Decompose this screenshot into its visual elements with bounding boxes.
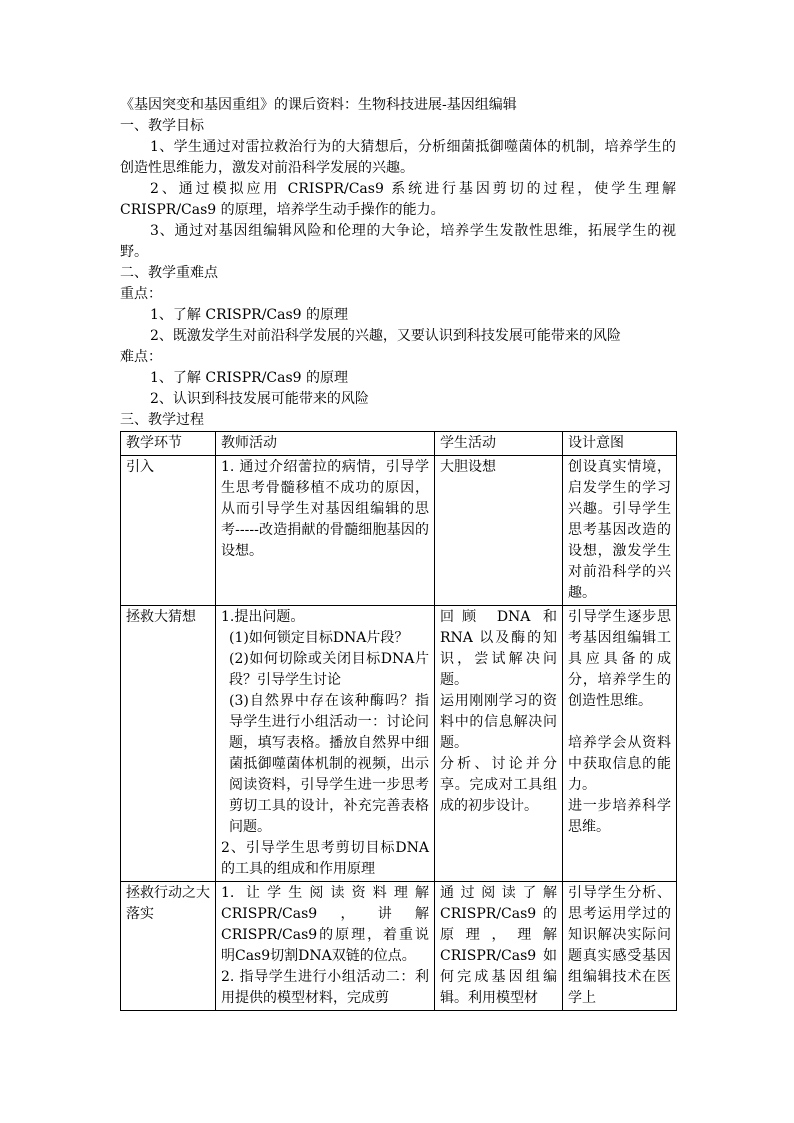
row2-student-line-3: 分析、讨论并分享。完成对工具组成的初步设计。 xyxy=(440,756,557,814)
row2-teacher-line-3: (2)如何切除或关闭目标DNA片段？引导学生讨论 xyxy=(229,651,429,688)
row2-teacher-line-1: 1.提出问题。 xyxy=(221,609,305,625)
row1-teacher xyxy=(216,456,435,606)
row2-student xyxy=(435,606,563,882)
row3-teacher xyxy=(216,882,435,1011)
row2-intent-line-1: 引导学生逐步思考基因组编辑工具应具备的成分，培养学生的创造性思维。 xyxy=(568,609,671,709)
row1-student xyxy=(435,456,563,606)
key-point-2: 2、既激发学生对前沿科学发展的兴趣，又要认识到科技发展可能带来的风险 xyxy=(150,328,621,344)
row2-student-line-1: 回顾 DNA 和 RNA 以及酶的知识，尝试解决问题。 xyxy=(440,609,557,688)
objective-1: 1、学生通过对雷拉救治行为的大猜想后，分析细菌抵御噬菌体的机制，培养学生的创造性思维能力，激发对前沿科学发展的兴趣。 xyxy=(120,139,676,176)
table-row xyxy=(121,456,677,606)
row2-teacher xyxy=(216,606,435,882)
header-student: 学生活动 xyxy=(435,432,563,456)
row2-teacher-line-5: 2、引导学生思考剪切目标DNA的工具的组成和作用原理 xyxy=(221,840,429,877)
section3-heading: 三、教学过程 xyxy=(120,412,204,428)
row2-intent-line-3: 进一步培养科学思维。 xyxy=(568,798,671,835)
document-title: 《基因突变和基因重组》的课后资料：生物科技进展-基因组编辑 xyxy=(120,97,517,113)
key-label: 重点： xyxy=(120,286,162,302)
table-header-row xyxy=(121,432,677,456)
row3-stage: 拯救行动之大落实 xyxy=(121,882,216,1011)
difficult-point-2: 2、认识到科技发展可能带来的风险 xyxy=(150,391,369,407)
row2-stage: 拯救大猜想 xyxy=(121,606,216,882)
row3-student-text: 通过阅读了解CRISPR/Cas9 的原理，理解CRISPR/Cas9 如何完成基因组编辑。利用模型材 xyxy=(440,885,557,1006)
row1-intent xyxy=(563,456,677,606)
row2-intent-line-2: 培养学会从资料中获取信息的能力。 xyxy=(568,735,671,793)
table-row xyxy=(121,606,677,882)
objective-3: 3、通过对基因组编辑风险和伦理的大争论，培养学生发散性思维，拓展学生的视野。 xyxy=(120,223,676,260)
key-point-1: 1、了解 CRISPR/Cas9 的原理 xyxy=(150,307,349,323)
row1-student-text: 大胆设想 xyxy=(440,459,496,475)
row3-teacher-line-2: 2. 指导学生进行小组活动二：利用提供的模型材料，完成剪 xyxy=(221,969,429,1006)
section2-heading: 二、教学重难点 xyxy=(120,265,218,281)
row3-teacher-line-1: 1. 让学生阅读资料理解CRISPR/Cas9，讲解CRISPR/Cas9的原理，着重说明Cas9切割DNA双链的位点。 xyxy=(221,885,429,964)
row1-teacher-text: 1. 通过介绍蕾拉的病情，引导学生思考骨髓移植不成功的原因，从而引导学生对基因组编辑的思考-----改造捐献的骨髓细胞基因的设想。 xyxy=(221,459,429,559)
difficult-point-1: 1、了解 CRISPR/Cas9 的原理 xyxy=(150,370,349,386)
teaching-process-table xyxy=(120,431,677,1011)
row3-student xyxy=(435,882,563,1011)
header-stage: 教学环节 xyxy=(121,432,216,456)
row3-intent xyxy=(563,882,677,1011)
header-intent: 设计意图 xyxy=(563,432,677,456)
row3-intent-text: 引导学生分析、思考运用学过的知识解决实际问题真实感受基因组编辑技术在医学上 xyxy=(568,885,671,1006)
row2-teacher-line-4: (3)自然界中存在该种酶吗？指导学生进行小组活动一：讨论问题，填写表格。播放自然界中细菌抵御噬菌体机制的视频，出示阅读资料，引导学生进一步思考剪切工具的设计，补充完善表格问题。 xyxy=(229,693,429,835)
row2-intent xyxy=(563,606,677,882)
section1-heading: 一、教学目标 xyxy=(120,118,204,134)
row2-teacher-line-2: (1)如何锁定目标DNA片段？ xyxy=(229,630,409,646)
row2-student-line-2: 运用刚刚学习的资料中的信息解决问题。 xyxy=(440,693,557,751)
row1-stage: 引入 xyxy=(121,456,216,606)
difficult-label: 难点： xyxy=(120,349,162,365)
document-page xyxy=(120,95,676,1011)
header-teacher: 教师活动 xyxy=(216,432,435,456)
table-row xyxy=(121,882,677,1011)
objective-2: 2、通过模拟应用 CRISPR/Cas9 系统进行基因剪切的过程，使学生理解CRISPR/Cas9 的原理，培养学生动手操作的能力。 xyxy=(120,181,676,218)
row1-intent-text: 创设真实情境，启发学生的学习兴趣。引导学生思考基因改造的设想，激发学生对前沿科学的兴趣。 xyxy=(568,459,671,601)
